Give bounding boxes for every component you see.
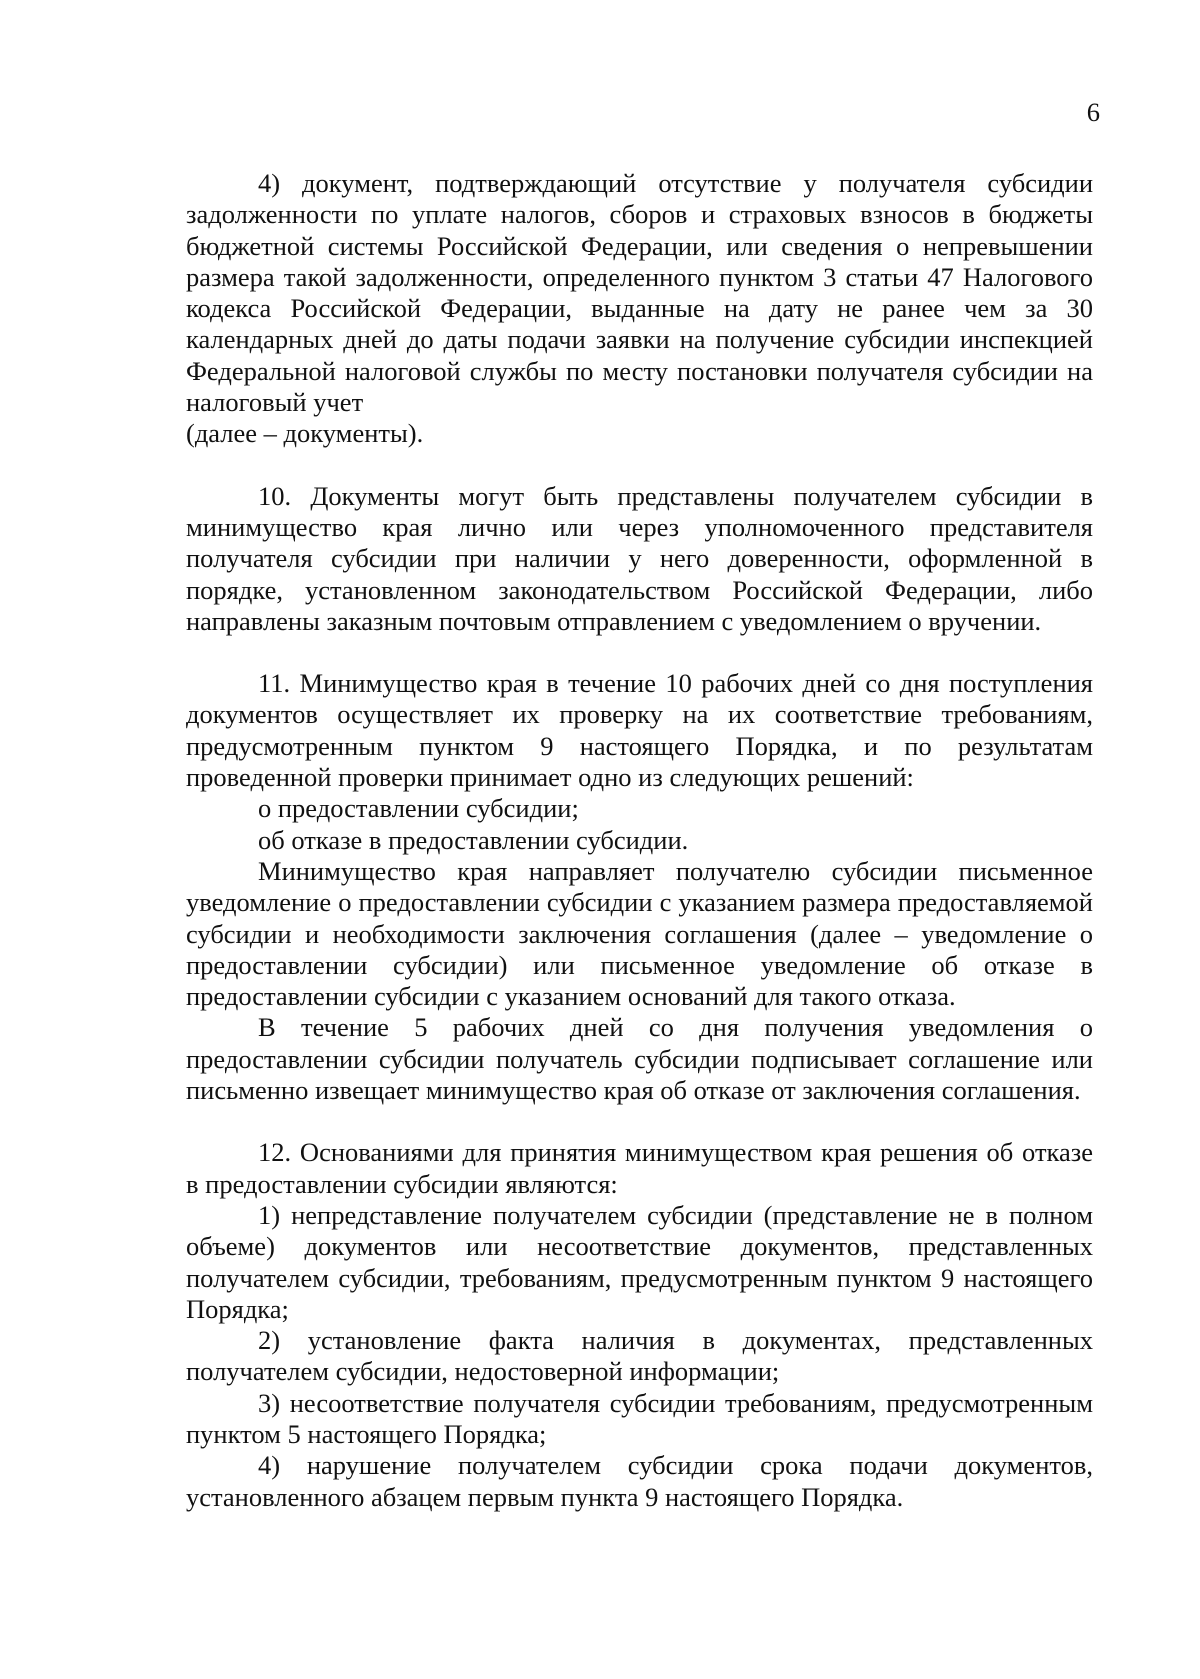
paragraph-12: 12. Основаниями для принятия минимуществом края решения об отказе в предоставлении субсидии являются: <box>186 1137 1093 1199</box>
paragraph-documents-definition: (далее – документы). <box>186 418 424 449</box>
refusal-ground-4: 4) нарушение получателем субсидии срока подачи документов, установленного абзацем первым пункта 9 настоящего Порядка. <box>186 1450 1093 1512</box>
paragraph-item-4-tax-debt: 4) документ, подтверждающий отсутствие у получателя субсидии задолженности по уплате налогов, сборов и страховых взносов в бюджеты бюджетной системы Российской Федерации, или сведения о непревышении размера такой задолженности, определенного пунктом 3 статьи 47 Налогового кодекса Российской Федерации, выданные на дату не ранее чем за 30 календарных дней до даты подачи заявки на получение субсидии инспекцией Федеральной налоговой службы по месту постановки получателя субсидии на налоговый учет <box>186 168 1093 418</box>
paragraph-11: 11. Минимущество края в течение 10 рабочих дней со дня поступления документов осуществляет их проверку на их соответствие требованиям, предусмотренным пунктом 9 настоящего Порядка, и по результатам проведенной проверки принимает одно из следующих решений: <box>186 668 1093 793</box>
decision-option-refusal: об отказе в предоставлении субсидии. <box>258 824 689 855</box>
refusal-ground-3: 3) несоответствие получателя субсидии требованиям, предусмотренным пунктом 5 настоящего Порядка; <box>186 1387 1093 1449</box>
refusal-ground-1: 1) непредставление получателем субсидии (представление не в полном объеме) документов или несоответствие документов, представленных получателем субсидии, требованиям, предусмотренным пунктом 9 настоящего Порядка; <box>186 1199 1093 1324</box>
paragraph-10: 10. Документы могут быть представлены получателем субсидии в минимущество края лично или через уполномоченного представителя получателя субсидии при наличии у него доверенности, оформленной в порядке, установленном законодательством Российской Федерации, либо направлены заказным почтовым отправлением с уведомлением о вручении. <box>186 480 1093 636</box>
refusal-ground-2: 2) установление факта наличия в документах, представленных получателем субсидии, недостоверной информации; <box>186 1325 1093 1387</box>
paragraph-11-notification: Минимущество края направляет получателю субсидии письменное уведомление о предоставлении субсидии с указанием размера предоставляемой субсидии и необходимости заключения соглашения (далее – уведомление о предоставлении субсидии) или письменное уведомление об отказе в предоставлении субсидии с указанием оснований для такого отказа. <box>186 855 1093 1012</box>
page-number: 6 <box>1086 97 1100 127</box>
decision-option-grant: о предоставлении субсидии; <box>258 793 579 824</box>
paragraph-11-agreement: В течение 5 рабочих дней со дня получения уведомления о предоставлении субсидии получатель субсидии подписывает соглашение или письменно извещает минимущество края об отказе от заключения соглашения. <box>186 1012 1093 1106</box>
document-body <box>186 168 1093 1513</box>
